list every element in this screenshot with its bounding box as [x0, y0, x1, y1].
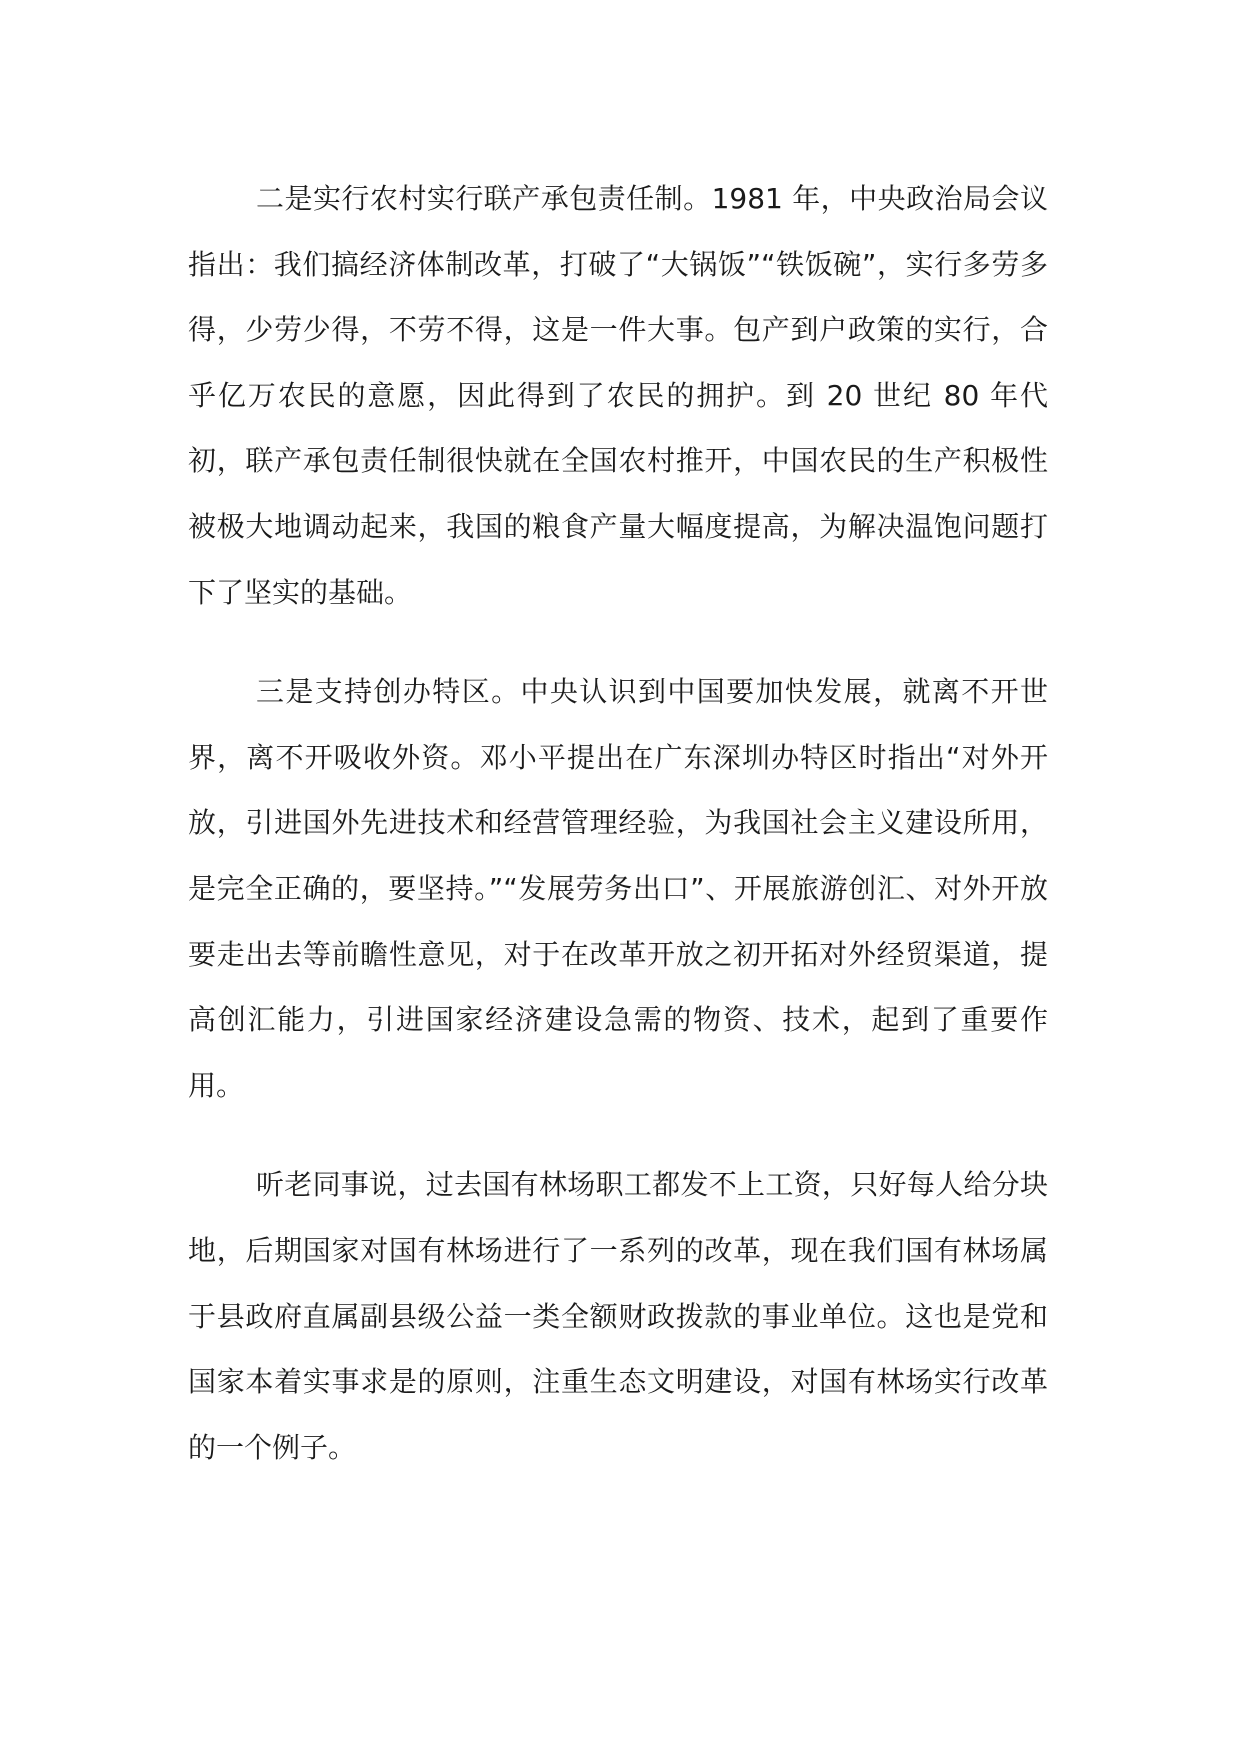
paragraph-rural-contract-responsibility: 二是实行农村实行联产承包责任制。1981 年，中央政治局会议指出：我们搞经济体制改革，打破了“大锅饭”“铁饭碗”，实行多劳多得，少劳少得，不劳不得，这是一件大事。包产到户政策的实行，合乎亿万农民的意愿，因此得到了农民的拥护。到 20 世纪 80 年代初，联产承包责任制很快就在全国农村推开，中国农民的生产积极性被极大地调动起来，我国的粮食产量大幅度提高，为解决温饱问题打下了坚实的基础。 — [188, 182, 1048, 609]
document-page — [188, 166, 1048, 1480]
paragraph-state-forest-farm-reform: 听老同事说，过去国有林场职工都发不上工资，只好每人给分块地，后期国家对国有林场进行了一系列的改革，现在我们国有林场属于县政府直属副县级公益一类全额财政拨款的事业单位。这也是党和国家本着实事求是的原则，注重生态文明建设，对国有林场实行改革的一个例子。 — [188, 1168, 1048, 1464]
paragraph-special-economic-zones: 三是支持创办特区。中央认识到中国要加快发展，就离不开世界，离不开吸收外资。邓小平提出在广东深圳办特区时指出“对外开放，引进国外先进技术和经营管理经验，为我国社会主义建设所用，是完全正确的，要坚持。”“发展劳务出口”、开展旅游创汇、对外开放要走出去等前瞻性意见，对于在改革开放之初开拓对外经贸渠道，提高创汇能力，引进国家经济建设急需的物资、技术，起到了重要作用。 — [188, 675, 1048, 1102]
